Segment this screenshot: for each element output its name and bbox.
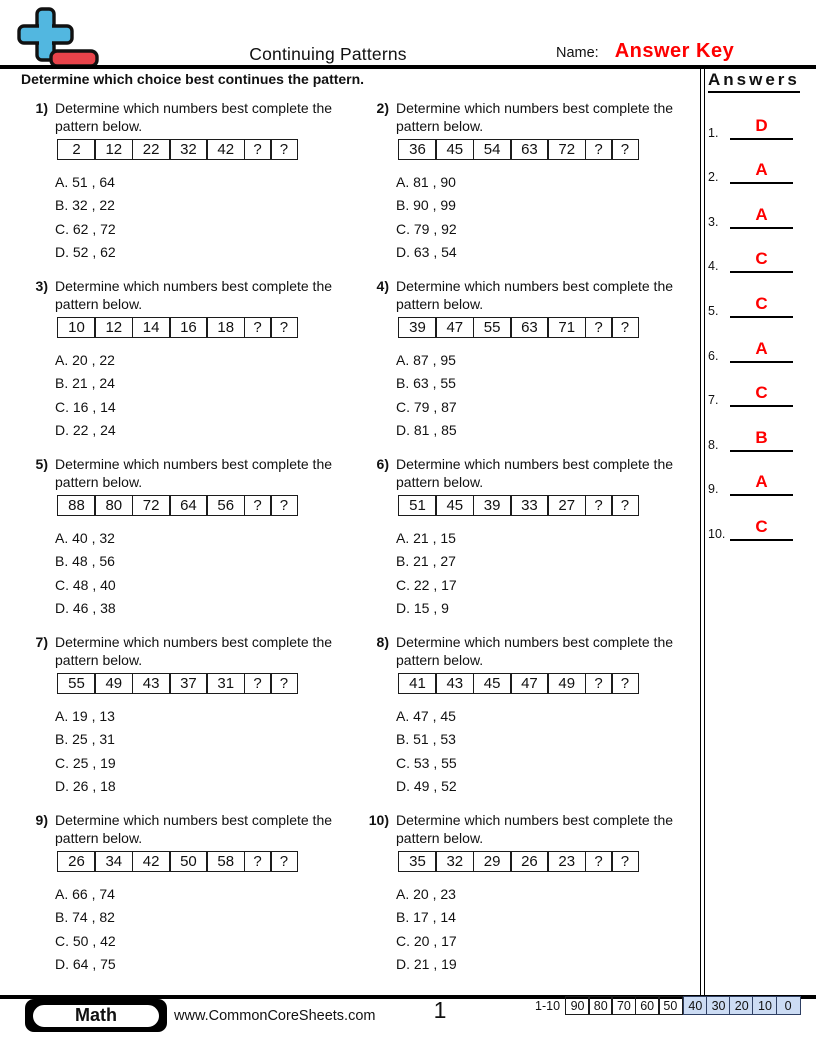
- answer-item: [708, 140, 793, 185]
- pattern-cell: 58: [206, 851, 245, 872]
- pattern-cell: 49: [94, 673, 133, 694]
- choice-c: C. 48 , 40: [55, 576, 116, 593]
- pattern-cell: 55: [57, 673, 96, 694]
- plus-minus-logo-icon: [16, 6, 100, 72]
- choices-list: [396, 705, 700, 799]
- pattern-cell: 63: [510, 317, 549, 338]
- choice-a: A. 40 , 32: [55, 529, 115, 546]
- pattern-cell: 64: [169, 495, 208, 516]
- choice-a: A. 20 , 23: [396, 885, 456, 902]
- score-cell: 60: [635, 996, 660, 1015]
- answer-letter: C: [755, 383, 768, 403]
- pattern-cell: 49: [547, 673, 586, 694]
- answer-item-number: 9.: [708, 482, 719, 497]
- score-cell-shaded: 0: [776, 996, 801, 1015]
- question-block: [22, 99, 359, 277]
- question-text: Determine which numbers best complete the pattern below.: [55, 100, 333, 135]
- pattern-cell: 27: [547, 495, 586, 516]
- question-body: [55, 811, 359, 989]
- pattern-cell: 47: [510, 673, 549, 694]
- answer-letter: C: [755, 293, 768, 313]
- pattern-cell: 16: [169, 317, 208, 338]
- choice-c: C. 50 , 42: [55, 932, 116, 949]
- pattern-cell: 35: [398, 851, 437, 872]
- question-block: [22, 633, 359, 811]
- answer-item: [708, 407, 793, 452]
- pattern-cell: 88: [57, 495, 96, 516]
- pattern-cell: 18: [206, 317, 245, 338]
- pattern-cell: 45: [435, 495, 474, 516]
- pattern-cell-unknown: ?: [611, 495, 639, 516]
- question-text: Determine which numbers best complete the pattern below.: [396, 456, 674, 491]
- question-block: [363, 455, 700, 633]
- score-cells-shaded: [683, 996, 801, 1015]
- pattern-cell: 33: [510, 495, 549, 516]
- choice-a: A. 51 , 64: [55, 173, 115, 190]
- questions-grid: [22, 99, 700, 989]
- subject-badge-label: Math: [31, 1003, 161, 1029]
- question-number: 4): [376, 278, 389, 294]
- choice-c: C. 22 , 17: [396, 576, 457, 593]
- pattern-cell: 10: [57, 317, 96, 338]
- choice-a: A. 21 , 15: [396, 529, 456, 546]
- choice-b: B. 17 , 14: [396, 909, 456, 926]
- question-body: [396, 811, 700, 989]
- answer-item-number: 7.: [708, 393, 719, 408]
- answer-item-number: 3.: [708, 214, 719, 229]
- pattern-cell: 26: [510, 851, 549, 872]
- choice-a: A. 20 , 22: [55, 351, 115, 368]
- choice-b: B. 32 , 22: [55, 197, 115, 214]
- question-number: 9): [35, 812, 48, 828]
- choice-d: D. 26 , 18: [55, 778, 116, 795]
- choice-b: B. 74 , 82: [55, 909, 115, 926]
- subject-badge: [25, 999, 167, 1032]
- choice-a: A. 87 , 95: [396, 351, 456, 368]
- choices-list: [396, 171, 700, 265]
- pattern-cell: 72: [547, 139, 586, 160]
- pattern-cell: 26: [57, 851, 96, 872]
- question-text: Determine which numbers best complete the pattern below.: [396, 100, 674, 135]
- question-number: 5): [35, 456, 48, 472]
- answer-blank-line: [730, 250, 793, 273]
- answer-letter: D: [755, 115, 768, 135]
- pattern-cell-unknown: ?: [585, 317, 613, 338]
- question-body: [396, 99, 700, 277]
- answer-item-number: 4.: [708, 259, 719, 274]
- pattern-table: [57, 139, 359, 160]
- choice-b: B. 25 , 31: [55, 731, 115, 748]
- pattern-cell: 2: [57, 139, 96, 160]
- choice-a: A. 47 , 45: [396, 707, 456, 724]
- answer-item: [708, 273, 793, 318]
- choices-list: [396, 527, 700, 621]
- choices-list: [55, 171, 359, 265]
- answer-item: [708, 184, 793, 229]
- score-bar: [535, 996, 801, 1015]
- choice-c: C. 20 , 17: [396, 932, 457, 949]
- pattern-cell-unknown: ?: [611, 851, 639, 872]
- question-text: Determine which numbers best complete the pattern below.: [396, 812, 674, 847]
- pattern-cell-unknown: ?: [244, 495, 272, 516]
- question-text: Determine which numbers best complete the pattern below.: [396, 278, 674, 313]
- pattern-cell-unknown: ?: [611, 673, 639, 694]
- choice-c: C. 79 , 87: [396, 398, 457, 415]
- choice-b: B. 63 , 55: [396, 375, 456, 392]
- pattern-cell: 42: [206, 139, 245, 160]
- score-range-label: 1-10: [535, 998, 561, 1013]
- choice-c: C. 25 , 19: [55, 754, 116, 771]
- pattern-table: [398, 673, 700, 694]
- choices-list: [55, 705, 359, 799]
- choice-d: D. 21 , 19: [396, 956, 457, 973]
- choice-c: C. 53 , 55: [396, 754, 457, 771]
- pattern-cell: 39: [398, 317, 437, 338]
- answer-item-number: 10.: [708, 526, 726, 541]
- answers-panel-title: Answers: [708, 70, 800, 93]
- question-body: [396, 277, 700, 455]
- question-text: Determine which numbers best complete the pattern below.: [55, 456, 333, 491]
- pattern-cell: 37: [169, 673, 208, 694]
- answer-item-number: 1.: [708, 125, 719, 140]
- pattern-cell-unknown: ?: [244, 139, 272, 160]
- instruction-text: Determine which choice best continues the pattern.: [21, 71, 365, 87]
- question-body: [396, 633, 700, 811]
- question-block: [22, 455, 359, 633]
- answer-item: [708, 229, 793, 274]
- pattern-cell: 63: [510, 139, 549, 160]
- pattern-table: [398, 851, 700, 872]
- pattern-cell: 45: [473, 673, 512, 694]
- choice-d: D. 46 , 38: [55, 600, 116, 617]
- score-cell: 50: [658, 996, 683, 1015]
- score-cell-shaded: 40: [683, 996, 708, 1015]
- pattern-cell-unknown: ?: [244, 851, 272, 872]
- pattern-cell-unknown: ?: [244, 317, 272, 338]
- pattern-cell: 55: [473, 317, 512, 338]
- choice-d: D. 15 , 9: [396, 600, 449, 617]
- answer-blank-line: [730, 473, 793, 496]
- pattern-cell: 36: [398, 139, 437, 160]
- pattern-cell-unknown: ?: [585, 495, 613, 516]
- score-cell: 80: [588, 996, 613, 1015]
- answers-list: [708, 95, 793, 541]
- choice-a: A. 66 , 74: [55, 885, 115, 902]
- pattern-cell: 54: [473, 139, 512, 160]
- page-number: 1: [433, 997, 447, 1023]
- pattern-cell: 31: [206, 673, 245, 694]
- choice-a: A. 19 , 13: [55, 707, 115, 724]
- choice-d: D. 63 , 54: [396, 244, 457, 261]
- answer-blank-line: [730, 340, 793, 363]
- pattern-cell: 12: [94, 139, 133, 160]
- pattern-cell: 32: [169, 139, 208, 160]
- score-cell-shaded: 10: [752, 996, 777, 1015]
- answer-item-number: 8.: [708, 437, 719, 452]
- pattern-cell: 56: [206, 495, 245, 516]
- question-body: [55, 277, 359, 455]
- question-text: Determine which numbers best complete the pattern below.: [55, 278, 333, 313]
- pattern-table: [398, 495, 700, 516]
- answer-item-number: 5.: [708, 303, 719, 318]
- choice-d: D. 64 , 75: [55, 956, 116, 973]
- question-body: [55, 99, 359, 277]
- answer-blank-line: [730, 384, 793, 407]
- pattern-cell-unknown: ?: [585, 673, 613, 694]
- answer-key-label: Answer Key: [614, 40, 735, 62]
- choice-c: C. 16 , 14: [55, 398, 116, 415]
- pattern-cell: 51: [398, 495, 437, 516]
- pattern-table: [57, 495, 359, 516]
- pattern-table: [398, 317, 700, 338]
- pattern-cell-unknown: ?: [270, 851, 298, 872]
- pattern-cell: 14: [132, 317, 171, 338]
- answers-panel: [708, 70, 800, 541]
- answer-item-number: 6.: [708, 348, 719, 363]
- question-number: 1): [35, 100, 48, 116]
- answer-item-number: 2.: [708, 170, 719, 185]
- question-text: Determine which numbers best complete the pattern below.: [396, 634, 674, 669]
- answer-blank-line: [730, 429, 793, 452]
- pattern-cell: 47: [435, 317, 474, 338]
- answer-blank-line: [730, 295, 793, 318]
- question-block: [22, 277, 359, 455]
- pattern-cell-unknown: ?: [244, 673, 272, 694]
- answer-letter: B: [755, 427, 768, 447]
- question-number: 3): [35, 278, 48, 294]
- pattern-cell-unknown: ?: [611, 317, 639, 338]
- pattern-cell: 43: [435, 673, 474, 694]
- question-number: 8): [376, 634, 389, 650]
- answer-letter: C: [755, 249, 768, 269]
- pattern-cell: 23: [547, 851, 586, 872]
- pattern-cell: 80: [94, 495, 133, 516]
- question-block: [363, 811, 700, 989]
- question-block: [363, 99, 700, 277]
- pattern-cell: 32: [435, 851, 474, 872]
- answer-item: [708, 95, 793, 140]
- choice-d: D. 81 , 85: [396, 422, 457, 439]
- pattern-cell-unknown: ?: [270, 495, 298, 516]
- pattern-table: [57, 673, 359, 694]
- pattern-table: [57, 317, 359, 338]
- choice-a: A. 81 , 90: [396, 173, 456, 190]
- pattern-cell: 42: [132, 851, 171, 872]
- choices-list: [55, 527, 359, 621]
- header-divider: [0, 65, 816, 69]
- pattern-cell: 45: [435, 139, 474, 160]
- question-number: 10): [368, 812, 389, 828]
- score-cell: 70: [611, 996, 636, 1015]
- question-body: [55, 455, 359, 633]
- question-block: [363, 277, 700, 455]
- name-label: Name:: [556, 45, 599, 61]
- answer-item: [708, 452, 793, 497]
- pattern-cell: 50: [169, 851, 208, 872]
- choice-d: D. 49 , 52: [396, 778, 457, 795]
- choice-b: B. 51 , 53: [396, 731, 456, 748]
- score-cell-shaded: 20: [729, 996, 754, 1015]
- pattern-cell-unknown: ?: [585, 851, 613, 872]
- question-number: 6): [376, 456, 389, 472]
- pattern-cell: 22: [132, 139, 171, 160]
- choices-list: [55, 883, 359, 977]
- pattern-cell: 72: [132, 495, 171, 516]
- choice-c: C. 62 , 72: [55, 220, 116, 237]
- question-text: Determine which numbers best complete the pattern below.: [55, 634, 333, 669]
- website-link: www.CommonCoreSheets.com: [174, 1008, 376, 1024]
- name-row: [556, 40, 734, 63]
- answer-item: [708, 318, 793, 363]
- question-body: [396, 455, 700, 633]
- score-cell-shaded: 30: [706, 996, 731, 1015]
- pattern-cell: 43: [132, 673, 171, 694]
- pattern-cell: 29: [473, 851, 512, 872]
- pattern-cell-unknown: ?: [270, 139, 298, 160]
- question-block: [22, 811, 359, 989]
- pattern-table: [398, 139, 700, 160]
- choice-d: D. 52 , 62: [55, 244, 116, 261]
- pattern-cell: 12: [94, 317, 133, 338]
- pattern-cell: 41: [398, 673, 437, 694]
- answer-blank-line: [730, 117, 793, 140]
- choices-list: [396, 883, 700, 977]
- pattern-cell-unknown: ?: [270, 317, 298, 338]
- choices-list: [55, 349, 359, 443]
- answer-letter: A: [755, 338, 768, 358]
- pattern-cell: 39: [473, 495, 512, 516]
- choices-list: [396, 349, 700, 443]
- question-block: [363, 633, 700, 811]
- choice-b: B. 90 , 99: [396, 197, 456, 214]
- question-text: Determine which numbers best complete the pattern below.: [55, 812, 333, 847]
- choice-d: D. 22 , 24: [55, 422, 116, 439]
- question-body: [55, 633, 359, 811]
- page-title: Continuing Patterns: [249, 44, 407, 64]
- pattern-cell-unknown: ?: [270, 673, 298, 694]
- answer-blank-line: [730, 206, 793, 229]
- answer-letter: C: [755, 516, 768, 536]
- answers-panel-divider: [700, 65, 705, 996]
- pattern-cell: 71: [547, 317, 586, 338]
- score-cells-plain: [565, 996, 683, 1015]
- answer-blank-line: [730, 161, 793, 184]
- pattern-table: [57, 851, 359, 872]
- answer-item: [708, 496, 793, 541]
- answer-letter: A: [755, 160, 768, 180]
- pattern-cell-unknown: ?: [611, 139, 639, 160]
- choice-b: B. 21 , 27: [396, 553, 456, 570]
- question-number: 7): [35, 634, 48, 650]
- answer-letter: A: [755, 472, 768, 492]
- pattern-cell-unknown: ?: [585, 139, 613, 160]
- choice-b: B. 48 , 56: [55, 553, 115, 570]
- answer-letter: A: [755, 204, 768, 224]
- question-number: 2): [376, 100, 389, 116]
- answer-item: [708, 363, 793, 408]
- score-cell: 90: [565, 996, 590, 1015]
- choice-b: B. 21 , 24: [55, 375, 115, 392]
- answer-blank-line: [730, 518, 793, 541]
- pattern-cell: 34: [94, 851, 133, 872]
- choice-c: C. 79 , 92: [396, 220, 457, 237]
